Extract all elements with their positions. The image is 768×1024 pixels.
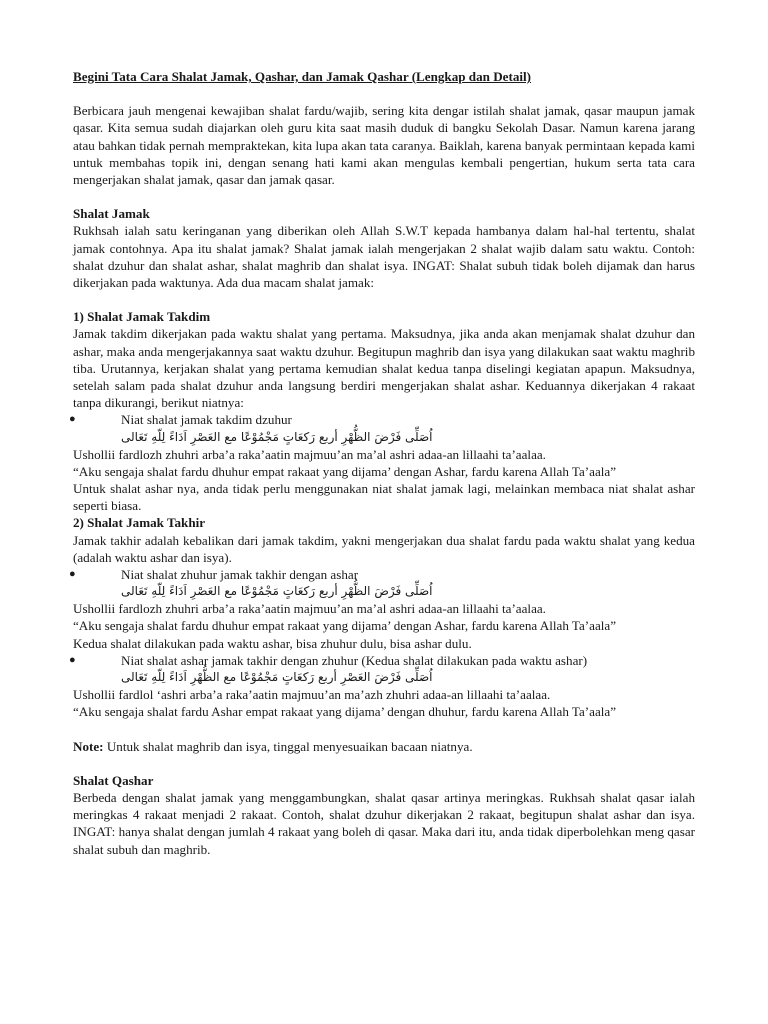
arabic-text: اُصَلِّى فَرْضَ العَصْرِ أربع رَكعَاتٍ مَجْمُوْعًا مع الظُّهْرِ اَدَاءً لِلّهِ تَعَالى (121, 670, 433, 685)
qashar-paragraph: Berbeda dengan shalat jamak yang menggambungkan, shalat qasar artinya meringkas. Rukhsah shalat qasar ialah meringkas 4 rakaat menjadi 2 rakaat. Contoh, shalat dzuhur dikerjakan 2 rakaat, begitupun shalat ashar dan isya. INGAT: hanya shalat dengan jumlah 4 rakaat yang boleh di qasar. Maka dari itu, anda tidak diperbolehkan meng qasar shalat subuh dan maghrib. (73, 789, 695, 857)
bullet-item (69, 411, 695, 428)
latin-transliteration: Ushollii fardlol ‘ashri arba’a raka’aatin majmuu’an ma’azh zhuhri adaa-an lillaahi ta’aalaa. (73, 687, 551, 703)
bullet-item (69, 652, 695, 669)
document-title: Begini Tata Cara Shalat Jamak, Qashar, dan Jamak Qashar (Lengkap dan Detail) (73, 69, 532, 84)
section-heading-takdim: 1) Shalat Jamak Takdim (73, 309, 211, 325)
takdim-note: Untuk shalat ashar nya, anda tidak perlu menggunakan niat shalat jamak lagi, melainkan membaca niat shalat ashar seperti biasa. (73, 481, 695, 514)
intro-paragraph: Berbicara jauh mengenai kewajiban shalat fardu/wajib, sering kita dengar istilah shalat jamak, qasar maupun jamak qasar. Kita semua sudah diajarkan oleh guru kita saat masih duduk di bangku Sekolah Dasar. Namun karena jarang atau bahkan tidak pernah mempraktekan, kita lupa akan tata caranya. Baiklah, karena banyak permintaan kepada kami untuk membahas topik ini, dengan senang hati kami akan mengulas kembali pengertian, hukum serta tata cara mengerjakan shalat jamak, qasar dan jamak qasar. (73, 103, 695, 188)
arabic-niat (73, 669, 695, 686)
note-label: Note: (73, 738, 104, 754)
bullet-text: Niat shalat jamak takdim dzuhur (121, 412, 292, 428)
takdim-paragraph: Jamak takdim dikerjakan pada waktu shalat yang pertama. Maksudnya, jika anda akan menjamak shalat dzuhur dan ashar, maka anda mengerjakannya saat waktu dzuhur. Begitupun maghrib dan isya yang dilakukan saat waktu maghrib tiba. Urutannya, kerjakan shalat yang pertama kemudian shalat kedua tanpa diselingi kegiatan apapun. Maksudnya, setelah salam pada shalat dzuhur anda langsung berdiri mengerjakan shalat ashar. Keduannya dikerjakan 4 rakaat tanpa dikurangi, berikut niatnya: (73, 326, 695, 411)
jamak-paragraph: Rukhsah ialah satu keringanan yang diberikan oleh Allah S.W.T kepada hambanya dalam hal-hal tertentu, shalat jamak contohnya. Apa itu shalat jamak? Shalat jamak ialah mengerjakan 2 shalat wajib dalam satu waktu. Contoh: shalat dzuhur dan shalat ashar, shalat maghrib dan shalat isya. INGAT: Shalat subuh tidak boleh dijamak dan harus dikerjakan pada waktunya. Ada dua macam shalat jamak: (73, 223, 695, 291)
note-paragraph (73, 738, 695, 755)
arabic-text: اُصَلِّى فَرْضَ الظُّهْرِ أربع رَكعَاتٍ مَجْمُوْعًا مع العَصْرِ اَدَاءً لِلّهِ تَعَالى (121, 584, 433, 599)
section-heading-qashar: Shalat Qashar (73, 772, 154, 788)
latin-transliteration: Ushollii fardlozh zhuhri arba’a raka’aatin majmuu’an ma’al ashri adaa-an lillaahi ta’aalaa. (73, 601, 546, 617)
takhir-paragraph: Jamak takhir adalah kebalikan dari jamak takdim, yakni mengerjakan dua shalat fardu pada waktu shalat yang kedua (adalah waktu ashar dan isya). (73, 532, 695, 565)
section-heading-jamak: Shalat Jamak (73, 206, 150, 222)
bullet-dot-icon: ● (69, 413, 76, 426)
bullet-text: Niat shalat ashar jamak takhir dengan zhuhur (Kedua shalat dilakukan pada waktu ashar) (121, 652, 588, 668)
niat-meaning: “Aku sengaja shalat fardu dhuhur empat rakaat yang dijama’ dengan Ashar, fardu karena Allah Ta’aala” (73, 463, 617, 479)
niat-meaning: “Aku sengaja shalat fardu Ashar empat rakaat yang dijama’ dengan dhuhur, fardu karena Allah Ta’aala” (73, 704, 617, 720)
niat-meaning: “Aku sengaja shalat fardu dhuhur empat rakaat yang dijama’ dengan Ashar, fardu karena Allah Ta’aala” (73, 618, 617, 634)
arabic-text: اُصَلِّى فَرْضَ الظُّهْرِ أربع رَكعَاتٍ مَجْمُوْعًا مع العَصْرِ اَدَاءً لِلّهِ تَعَالى (121, 429, 433, 444)
takhir-note: Kedua shalat dilakukan pada waktu ashar, bisa zhuhur dulu, bisa ashar dulu. (73, 635, 472, 651)
bullet-dot-icon: ● (69, 568, 76, 581)
latin-transliteration: Ushollii fardlozh zhuhri arba’a raka’aatin majmuu’an ma’al ashri adaa-an lillaahi ta’aalaa. (73, 446, 546, 462)
section-heading-takhir: 2) Shalat Jamak Takhir (73, 515, 206, 531)
arabic-niat (73, 583, 695, 600)
note-text: Untuk shalat maghrib dan isya, tinggal menyesuaikan bacaan niatnya. (103, 738, 473, 754)
bullet-text: Niat shalat zhuhur jamak takhir dengan ashar (121, 567, 359, 583)
arabic-niat (73, 429, 695, 446)
bullet-dot-icon: ● (69, 653, 76, 666)
bullet-item (69, 566, 695, 583)
document-page (69, 68, 695, 858)
